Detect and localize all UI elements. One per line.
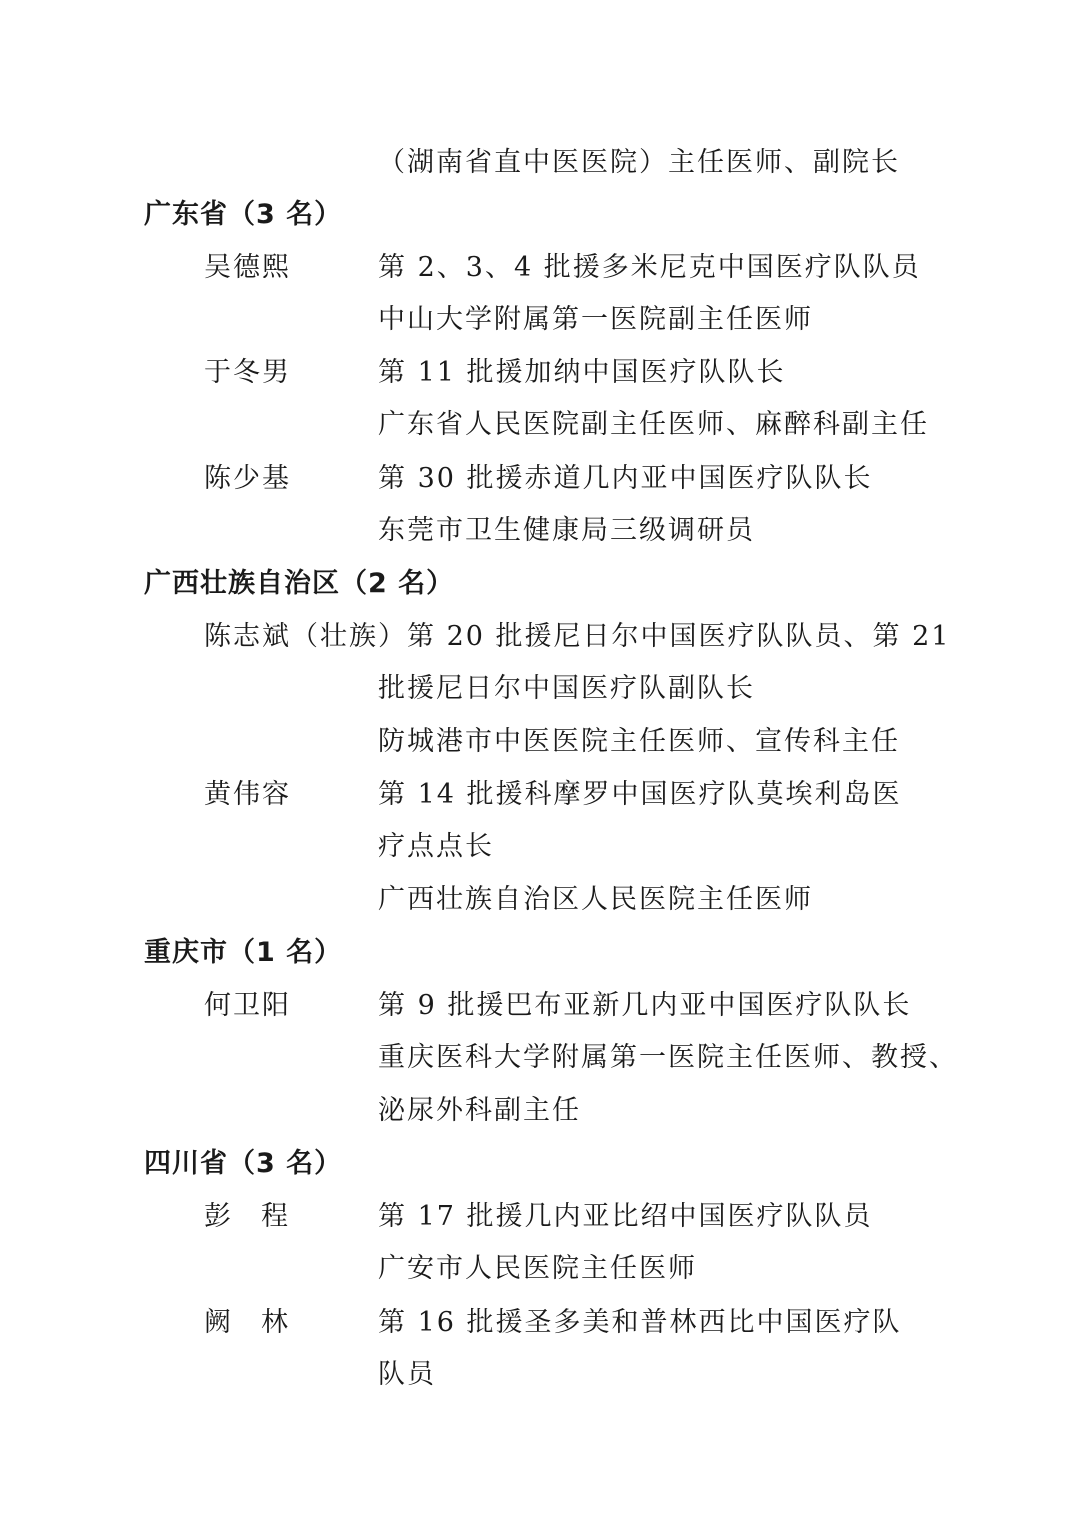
person-name-with-detail: 陈志斌（壮族）第 20 批援尼日尔中国医疗队队员、第 21 <box>204 621 951 652</box>
person-detail: 疗点点长 <box>378 831 494 862</box>
section-heading-guangdong: 广东省（3 名） <box>144 199 343 230</box>
person-detail: 第 14 批援科摩罗中国医疗队莫埃利岛医 <box>378 779 902 810</box>
continuation-line: （湖南省直中医医院）主任医师、副院长 <box>378 147 900 178</box>
person-name: 何卫阳 <box>204 990 291 1021</box>
person-detail: 东莞市卫生健康局三级调研员 <box>378 515 755 546</box>
person-detail: 第 9 批援巴布亚新几内亚中国医疗队队长 <box>378 990 912 1021</box>
person-detail: 队员 <box>378 1359 436 1390</box>
person-detail: 防城港市中医医院主任医师、宣传科主任 <box>378 726 900 757</box>
person-detail: 中山大学附属第一医院副主任医师 <box>378 304 813 335</box>
person-detail: 第 2、3、4 批援多米尼克中国医疗队队员 <box>378 252 921 283</box>
person-detail: 广东省人民医院副主任医师、麻醉科副主任 <box>378 409 929 440</box>
person-name: 陈少基 <box>204 463 291 494</box>
section-heading-chongqing: 重庆市（1 名） <box>144 937 343 968</box>
person-detail: 广西壮族自治区人民医院主任医师 <box>378 884 813 915</box>
person-detail: 重庆医科大学附属第一医院主任医师、教授、 <box>378 1042 958 1073</box>
section-heading-sichuan: 四川省（3 名） <box>144 1148 343 1179</box>
person-name: 吴德熙 <box>204 252 291 283</box>
person-name: 彭程 <box>204 1201 318 1232</box>
person-detail: 第 11 批援加纳中国医疗队队长 <box>378 357 786 388</box>
person-detail: 批援尼日尔中国医疗队副队长 <box>378 673 755 704</box>
person-detail: 第 17 批援几内亚比绍中国医疗队队员 <box>378 1201 873 1232</box>
section-heading-guangxi: 广西壮族自治区（2 名） <box>144 568 455 599</box>
person-detail: 第 16 批援圣多美和普林西比中国医疗队 <box>378 1307 902 1338</box>
person-name: 阙林 <box>204 1307 318 1338</box>
person-detail: 广安市人民医院主任医师 <box>378 1253 697 1284</box>
person-name: 黄伟容 <box>204 779 291 810</box>
person-detail: 泌尿外科副主任 <box>378 1095 581 1126</box>
person-detail: 第 30 批援赤道几内亚中国医疗队队长 <box>378 463 873 494</box>
person-name: 于冬男 <box>204 357 291 388</box>
